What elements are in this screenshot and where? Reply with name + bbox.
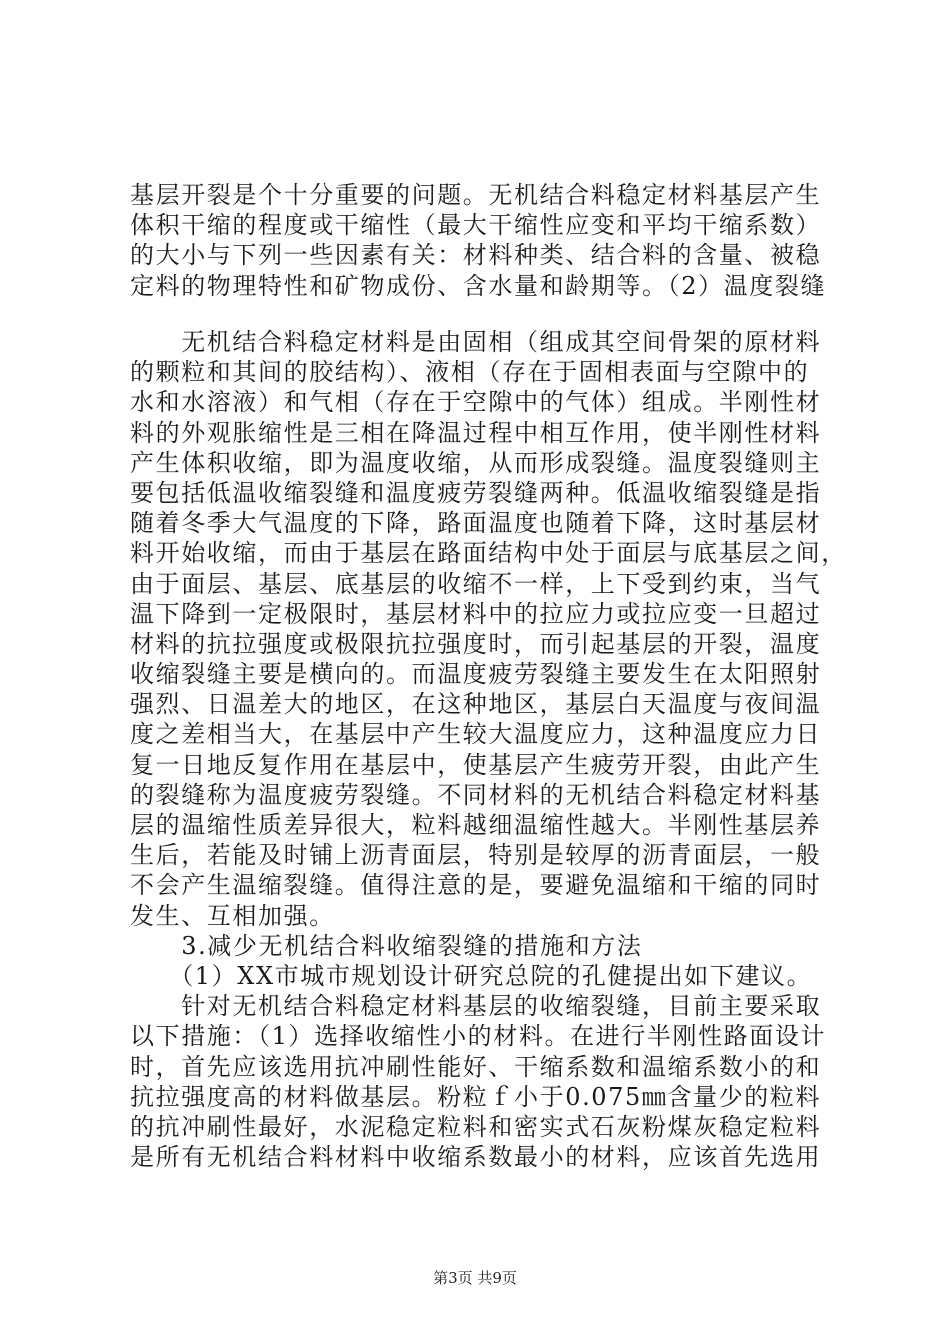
text-line: 基层开裂是个十分重要的问题。无机结合料稳定材料基层产生 [130,181,822,209]
text-line: 产生体积收缩，即为温度收缩，从而形成裂缝。温度裂缝则主 [130,448,822,477]
text-line: 定料的物理特性和矿物成份、含水量和龄期等。（2）温度裂缝 [130,271,827,300]
text-line: 无机结合料稳定材料是由固相（组成其空间骨架的原材料 [130,328,822,356]
section-heading: 3.减少无机结合料收缩裂缝的措施和方法 [130,931,643,960]
text-line: 以下措施：（1）选择收缩性小的材料。在进行半刚性路面设计 [130,1022,827,1051]
page-number-footer: 第3页 共9页 [433,1269,517,1287]
text-line: 的颗粒和其间的胶结构）、液相（存在于固相表面与空隙中的 [130,358,810,387]
text-line: 的抗冲刷性最好，水泥稳定粒料和密实式石灰粉煤灰稳定粒料 [130,1112,822,1141]
text-line: 发生、互相加强。 [130,901,335,930]
text-line: 强烈、日温差大的地区，在这种地区，基层白天温度与夜间温 [130,690,822,719]
text-line: 不会产生温缩裂缝。值得注意的是，要避免温缩和干缩的同时 [130,871,822,900]
text-line: 收缩裂缝主要是横向的。而温度疲劳裂缝主要发生在太阳照射 [130,660,822,689]
text-line: 度之差相当大，在基层中产生较大温度应力，这种温度应力日 [130,720,822,749]
text-line: 料的外观胀缩性是三相在降温过程中相互作用，使半刚性材料 [130,418,822,447]
text-line: 层的温缩性质差异很大，粒料越细温缩性越大。半刚性基层养 [130,811,822,839]
text-line: 针对无机结合料稳定材料基层的收缩裂缝，目前主要采取 [130,992,822,1021]
text-line: 是所有无机结合料材料中收缩系数最小的材料，应该首先选用 [130,1143,822,1172]
paragraph-temperature-cracks [130,327,847,1172]
text-line: 抗拉强度高的材料做基层。粉粒ｆ小于0.075㎜含量少的粒料 [130,1082,822,1111]
text-line: 料开始收缩，而由于基层在路面结构中处于面层与底基层之间， [130,539,847,568]
text-line: 要包括低温收缩裂缝和温度疲劳裂缝两种。低温收缩裂缝是指 [130,478,822,507]
text-line: 随着冬季大气温度的下降，路面温度也随着下降，这时基层材 [130,509,822,538]
text-line: 材料的抗拉强度或极限抗拉强度时，而引起基层的开裂，温度 [130,629,822,658]
text-line: （1）XX市城市规划设计研究总院的孔健提出如下建议。 [130,961,813,990]
text-line: 复一日地反复作用在基层中，使基层产生疲劳开裂，由此产生 [130,750,822,779]
text-line: 体积干缩的程度或干缩性（最大干缩性应变和平均干缩系数） [130,211,822,240]
paragraph-drying-shrinkage [130,180,830,301]
text-line: 水和水溶液）和气相（存在于空隙中的气体）组成。半刚性材 [130,388,822,417]
text-line: 生后，若能及时铺上沥青面层，特别是较厚的沥青面层，一般 [130,841,822,870]
text-line: 温下降到一定极限时，基层材料中的拉应力或拉应变一旦超过 [130,599,822,628]
text-line: 时，首先应该选用抗冲刷性能好、干缩系数和温缩系数小的和 [130,1052,822,1081]
text-line: 由于面层、基层、底基层的收缩不一样，上下受到约束，当气 [130,569,822,598]
text-line: 的大小与下列一些因素有关：材料种类、结合料的含量、被稳 [130,241,822,270]
text-line: 的裂缝称为温度疲劳裂缝。不同材料的无机结合料稳定材料基 [130,780,822,809]
